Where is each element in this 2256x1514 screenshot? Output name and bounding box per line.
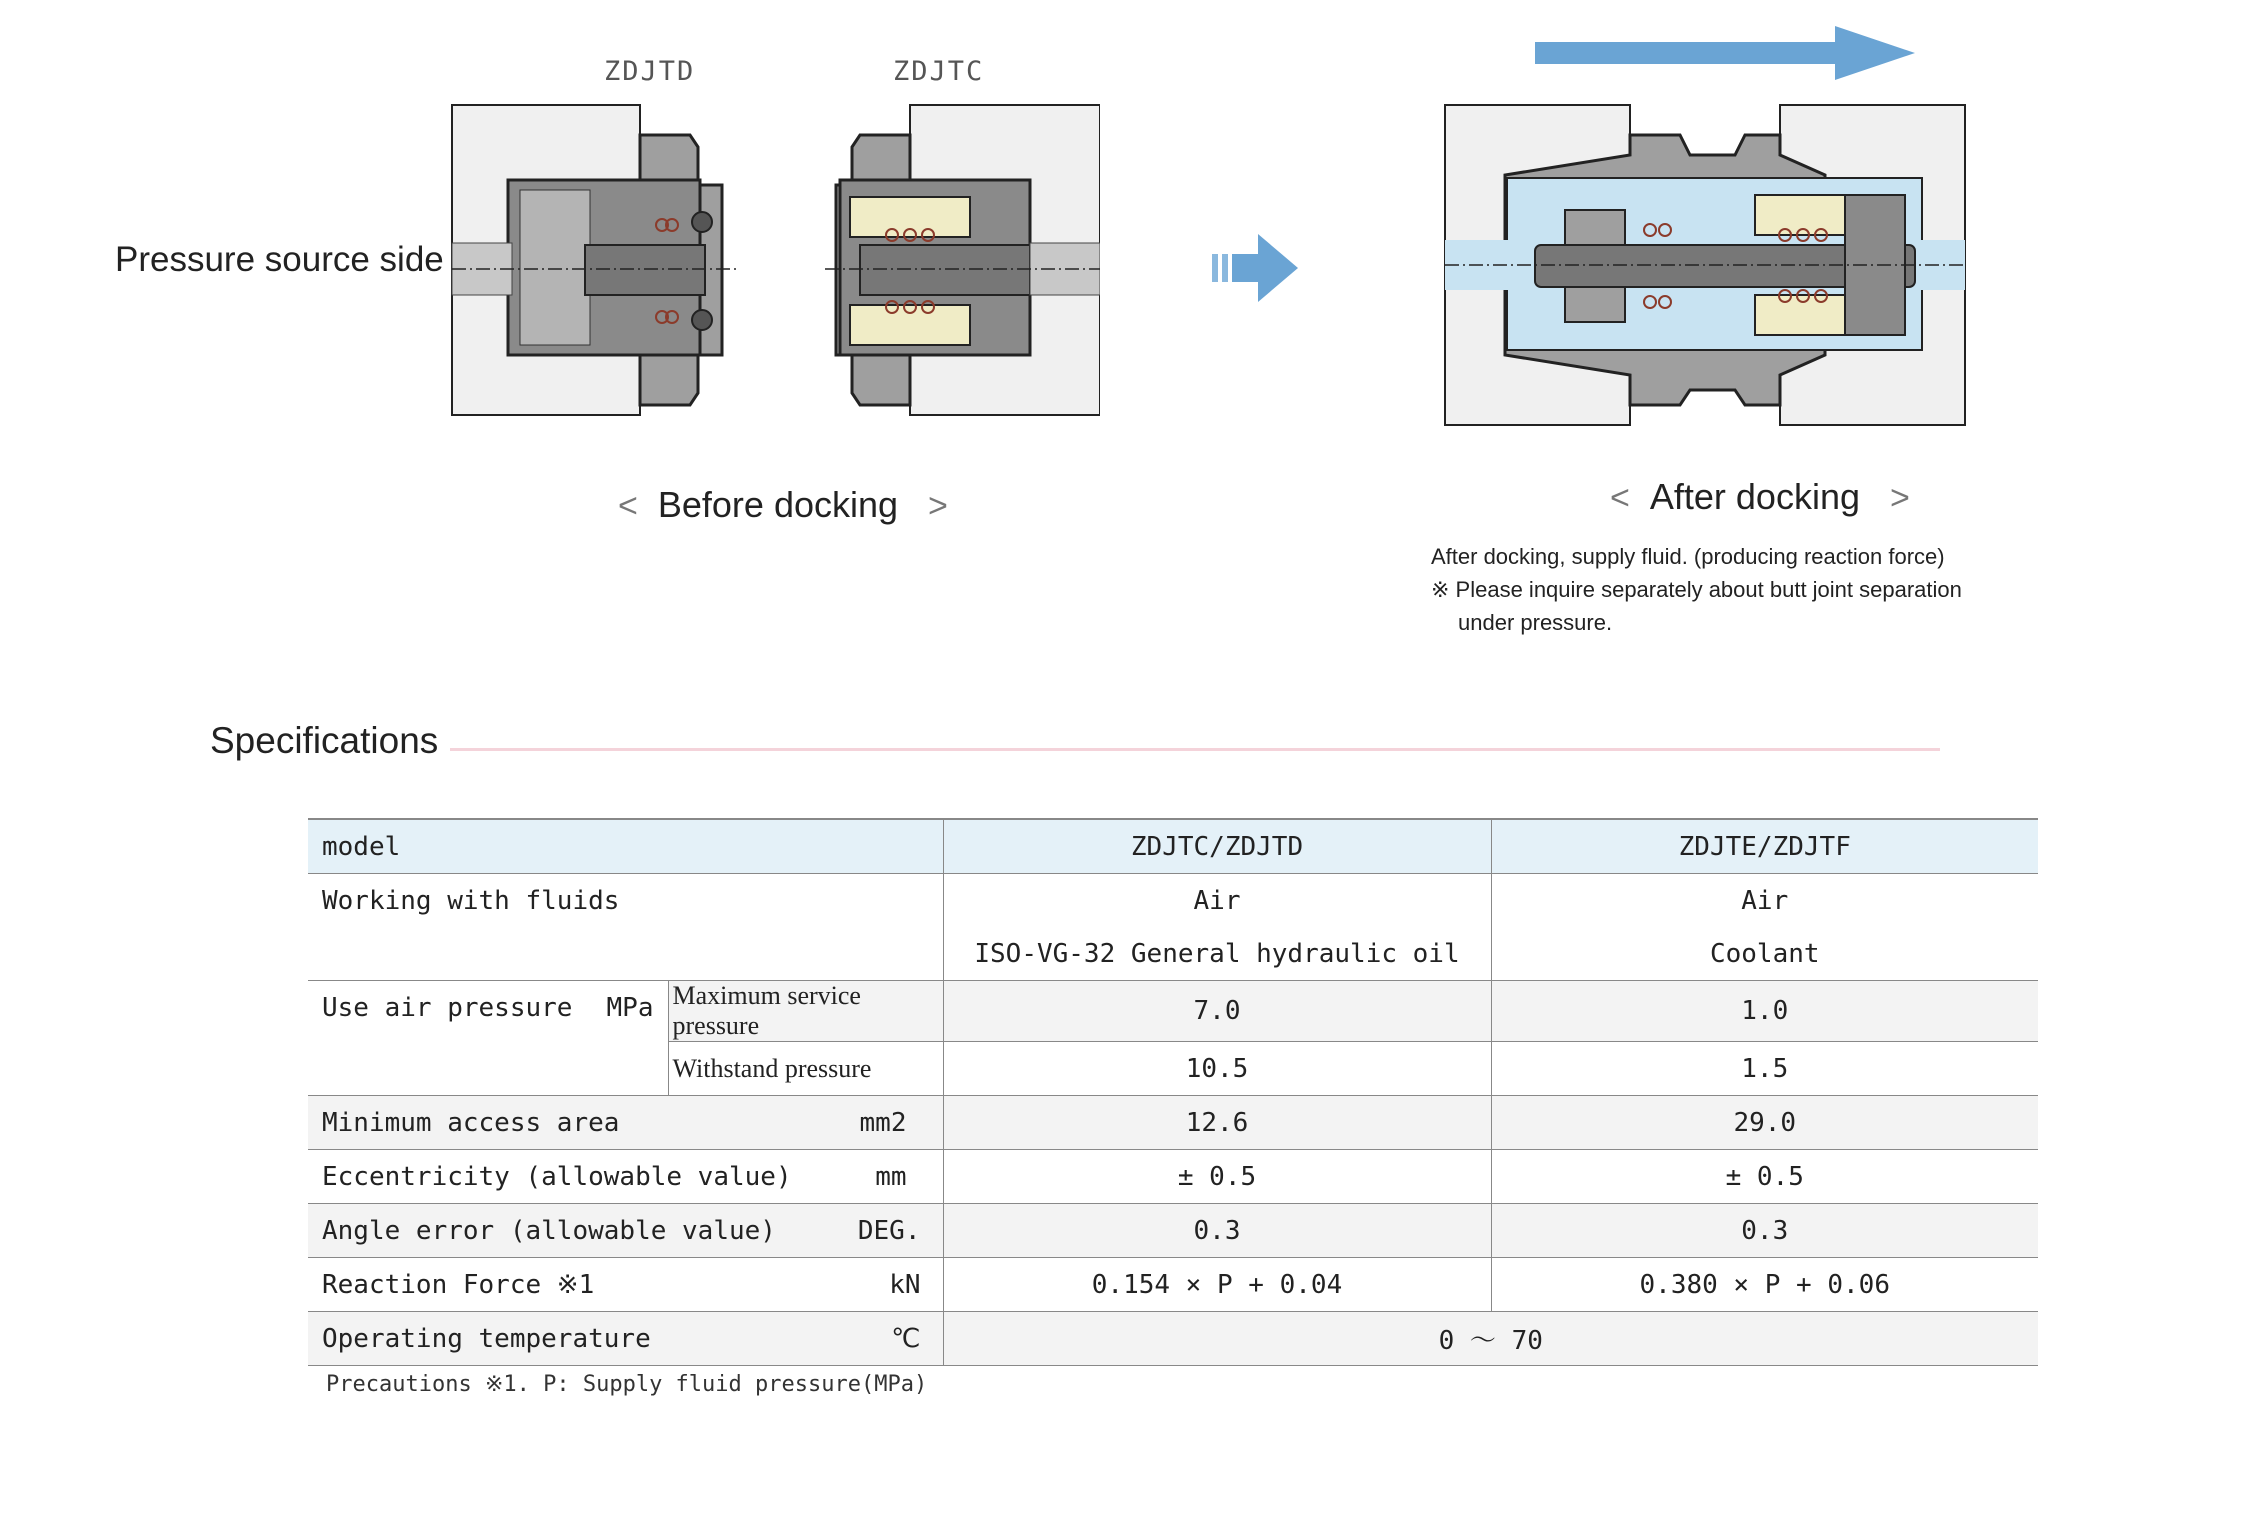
fluids-c1-air: Air [943, 874, 1491, 928]
caption-bracket-left: < [618, 487, 638, 525]
caption-bracket-right: > [928, 487, 948, 525]
table-row [308, 1096, 2038, 1150]
after-docking-text: After docking [1649, 476, 1860, 517]
reaction-text: Reaction Force ※1 [322, 1269, 595, 1300]
specifications-divider [450, 748, 1940, 751]
temperature-label [308, 1312, 943, 1366]
precaution-note: Precautions ※1. P: Supply fluid pressure(MPa) [326, 1372, 928, 1397]
after-docking-caption [1610, 476, 1910, 518]
eccentricity-text: Eccentricity (allowable value) [322, 1161, 792, 1192]
reaction-label [308, 1258, 943, 1312]
angle-c1: 0.3 [943, 1204, 1491, 1258]
table-row [308, 874, 2038, 928]
after-docking-note-2: ※ Please inquire separately about butt joint separation [1431, 577, 1962, 602]
eccentricity-unit: mm [875, 1161, 907, 1192]
fluids-c1-oil: ISO-VG-32 General hydraulic oil [943, 927, 1491, 981]
zdjtc-label: ZDJTC [893, 56, 985, 87]
reaction-unit: kN [889, 1269, 921, 1300]
after-docking-note-1: After docking, supply fluid. (producing reaction force) [1431, 544, 1945, 569]
table-row [308, 981, 2038, 1042]
min-area-text: Minimum access area [322, 1107, 620, 1138]
table-row [308, 1258, 2038, 1312]
reaction-c1: 0.154 × P + 0.04 [943, 1258, 1491, 1312]
angle-unit: DEG. [857, 1215, 921, 1246]
before-docking-diagram [440, 95, 1100, 440]
air-pressure-text: Use air pressure [322, 993, 573, 1023]
eccentricity-c2: ± 0.5 [1491, 1150, 2038, 1204]
header-zdjtc-zdjtd: ZDJTC/ZDJTD [943, 819, 1491, 874]
fluids-c2-coolant: Coolant [1491, 927, 2038, 981]
angle-label [308, 1204, 943, 1258]
max-pressure-label: Maximum service pressure [668, 981, 943, 1042]
after-docking-note-3: under pressure. [1458, 610, 1613, 635]
caption-bracket-right: > [1890, 479, 1910, 517]
withstand-pressure-label: Withstand pressure [668, 1042, 943, 1096]
angle-text: Angle error (allowable value) [322, 1215, 776, 1246]
table-row [308, 819, 2038, 874]
header-zdjte-zdjtf: ZDJTE/ZDJTF [1491, 819, 2038, 874]
transition-arrow-icon [1210, 232, 1300, 304]
reaction-c2: 0.380 × P + 0.06 [1491, 1258, 2038, 1312]
temperature-text: Operating temperature [322, 1323, 651, 1354]
zdjtd-label: ZDJTD [604, 56, 696, 87]
table-row [308, 1312, 2038, 1366]
table-row [308, 1150, 2038, 1204]
specifications-table [308, 818, 2038, 1355]
withstand-pressure-c1: 10.5 [943, 1042, 1491, 1096]
min-area-c2: 29.0 [1491, 1096, 2038, 1150]
before-docking-text: Before docking [657, 484, 899, 525]
pressure-source-side-label: Pressure source side [115, 240, 444, 279]
min-area-label [308, 1096, 943, 1150]
specifications-title: Specifications [210, 720, 439, 761]
temperature-unit: ℃ [891, 1323, 921, 1354]
after-docking-diagram [1425, 20, 1985, 450]
air-pressure-unit: MPa [606, 993, 654, 1023]
before-docking-caption [618, 484, 948, 526]
min-area-unit: mm2 [859, 1107, 907, 1138]
air-pressure-label [308, 981, 668, 1096]
angle-c2: 0.3 [1491, 1204, 2038, 1258]
max-pressure-c1: 7.0 [943, 981, 1491, 1042]
fluids-c2-air: Air [1491, 874, 2038, 928]
withstand-pressure-c2: 1.5 [1491, 1042, 2038, 1096]
caption-bracket-left: < [1610, 479, 1630, 517]
min-area-c1: 12.6 [943, 1096, 1491, 1150]
table-row [308, 1204, 2038, 1258]
max-pressure-c2: 1.0 [1491, 981, 2038, 1042]
fluids-label: Working with fluids [308, 874, 943, 981]
header-model: model [308, 819, 943, 874]
eccentricity-c1: ± 0.5 [943, 1150, 1491, 1204]
temperature-value: 0 ～ 70 [943, 1312, 2038, 1366]
eccentricity-label [308, 1150, 943, 1204]
